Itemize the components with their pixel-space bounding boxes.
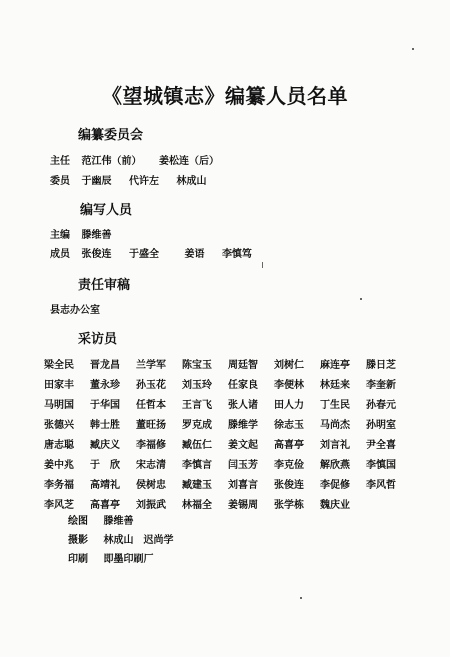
interviewer-name: 孙明室 [366, 420, 396, 431]
interviewer-name: 任哲本 [136, 400, 166, 411]
credit-row-printing [68, 550, 153, 565]
person-name: 姜语 [184, 249, 205, 260]
person-name: 范江伟（前） [81, 156, 142, 167]
interviewer-row [44, 396, 412, 416]
interviewer-name: 李慎言 [182, 460, 212, 471]
interviewer-name: 张人诸 [228, 400, 258, 411]
interviewer-name: 滕日芝 [366, 360, 396, 371]
person-name: 林成山 [176, 176, 207, 187]
interviewer-name: 马尚杰 [320, 420, 350, 431]
interviewer-grid [44, 356, 412, 516]
interviewer-name: 李便林 [274, 380, 304, 391]
interviewer-row [44, 436, 412, 456]
interviewer-name: 解欣燕 [320, 460, 350, 471]
interviewer-name: 于华国 [90, 400, 120, 411]
interviewer-name: 李促修 [320, 480, 350, 491]
interviewer-name: 于 欣 [90, 460, 120, 471]
interviewer-name: 姜中兆 [44, 460, 74, 471]
interviewer-name: 马明国 [44, 400, 74, 411]
interviewer-name: 周廷智 [228, 360, 258, 371]
scan-speck [262, 262, 263, 268]
row-label: 主任 [50, 156, 70, 167]
interviewer-name: 晋龙昌 [90, 360, 120, 371]
committee-row-members [50, 172, 220, 187]
interviewer-name: 姜锡周 [228, 500, 258, 511]
person-name: 姜松连（后） [158, 156, 219, 167]
interviewer-name: 滕维学 [228, 420, 258, 431]
person-name: 于幽辰 [81, 176, 112, 187]
scan-speck [360, 298, 362, 300]
interviewer-name: 张俊连 [274, 480, 304, 491]
interviewer-name: 张德兴 [44, 420, 74, 431]
interviewer-row [44, 376, 412, 396]
interviewer-name: 林廷来 [320, 380, 350, 391]
interviewer-name: 李风哲 [366, 480, 396, 491]
person-name: 张俊连 [81, 249, 112, 260]
interviewer-name: 王言飞 [182, 400, 212, 411]
credit-value: 即墨印刷厂 [103, 554, 154, 565]
interviewer-name: 丁生民 [320, 400, 350, 411]
interviewer-name: 孙玉花 [136, 380, 166, 391]
interviewer-name: 高喜亭 [90, 500, 120, 511]
interviewer-name: 刘振武 [136, 500, 166, 511]
credit-value: 林成山 迟尚学 [103, 535, 174, 546]
interviewer-name: 田家丰 [44, 380, 74, 391]
scan-speck [300, 597, 302, 599]
credit-row-drawing [68, 512, 133, 527]
interviewer-name: 陈宝玉 [182, 360, 212, 371]
review-body: 县志办公室 [50, 305, 100, 316]
interviewer-name: 田人力 [274, 400, 304, 411]
interviewer-row [44, 476, 412, 496]
interviewer-name: 刘喜言 [228, 480, 258, 491]
review-heading: 责任审稿 [78, 278, 131, 293]
person-name: 于盛全 [128, 249, 159, 260]
interviewer-row [44, 416, 412, 436]
interviewer-name: 宋志清 [136, 460, 166, 471]
credit-label: 绘图 [68, 516, 88, 527]
interviewer-name: 韩士胜 [90, 420, 120, 431]
interviewers-heading: 采访员 [78, 332, 118, 347]
interviewer-name: 魏庆业 [320, 500, 350, 511]
committee-row-director [50, 152, 233, 167]
interviewer-name: 李奎新 [366, 380, 396, 391]
interviewer-name: 臧伍仁 [182, 440, 212, 451]
interviewer-name: 尹全喜 [366, 440, 396, 451]
person-name: 滕维善 [81, 230, 112, 241]
credit-label: 印刷 [68, 554, 88, 565]
interviewer-name: 臧建玉 [182, 480, 212, 491]
interviewer-name: 梁全民 [44, 360, 74, 371]
writers-row-chief-editor [50, 226, 125, 241]
interviewer-name: 臧庆义 [90, 440, 120, 451]
interviewer-name: 任家良 [228, 380, 258, 391]
interviewer-name: 孙春元 [366, 400, 396, 411]
row-label: 委员 [50, 176, 70, 187]
interviewer-name: 李务福 [44, 480, 74, 491]
interviewer-name: 刘玉玲 [182, 380, 212, 391]
interviewer-name: 徐志玉 [274, 420, 304, 431]
interviewer-name: 张学栋 [274, 500, 304, 511]
interviewer-name: 李克俭 [274, 460, 304, 471]
person-name: 李慎笃 [221, 249, 252, 260]
committee-heading: 编纂委员会 [78, 128, 144, 143]
interviewer-name: 唐志聪 [44, 440, 74, 451]
row-label: 主编 [50, 230, 70, 241]
credit-row-photography [68, 531, 173, 546]
writers-heading: 编写人员 [80, 203, 133, 218]
interviewer-name: 罗克成 [182, 420, 212, 431]
interviewer-name: 董旺扬 [136, 420, 166, 431]
credit-label: 摄影 [68, 535, 88, 546]
credit-value: 滕维善 [103, 516, 134, 527]
interviewer-name: 李福修 [136, 440, 166, 451]
interviewer-name: 侯树忠 [136, 480, 166, 491]
interviewer-name: 董永珍 [90, 380, 120, 391]
interviewer-name: 刘言礼 [320, 440, 350, 451]
scan-speck [412, 48, 414, 50]
interviewer-name: 李慎国 [366, 460, 396, 471]
interviewer-name: 兰学军 [136, 360, 166, 371]
interviewer-name: 刘树仁 [274, 360, 304, 371]
page-title: 《望城镇志》编纂人员名单 [102, 84, 348, 108]
row-label: 成员 [50, 249, 70, 260]
interviewer-row [44, 356, 412, 376]
interviewer-name: 高喜亭 [274, 440, 304, 451]
person-name: 代许左 [128, 176, 159, 187]
interviewer-name: 姜文起 [228, 440, 258, 451]
interviewer-name: 麻连亭 [320, 360, 350, 371]
interviewer-row [44, 456, 412, 476]
interviewer-name: 林福全 [182, 500, 212, 511]
interviewer-name: 李风芝 [44, 500, 74, 511]
interviewer-name: 闫玉芳 [228, 460, 258, 471]
writers-row-members [50, 245, 266, 260]
interviewer-name: 高靖礼 [90, 480, 120, 491]
